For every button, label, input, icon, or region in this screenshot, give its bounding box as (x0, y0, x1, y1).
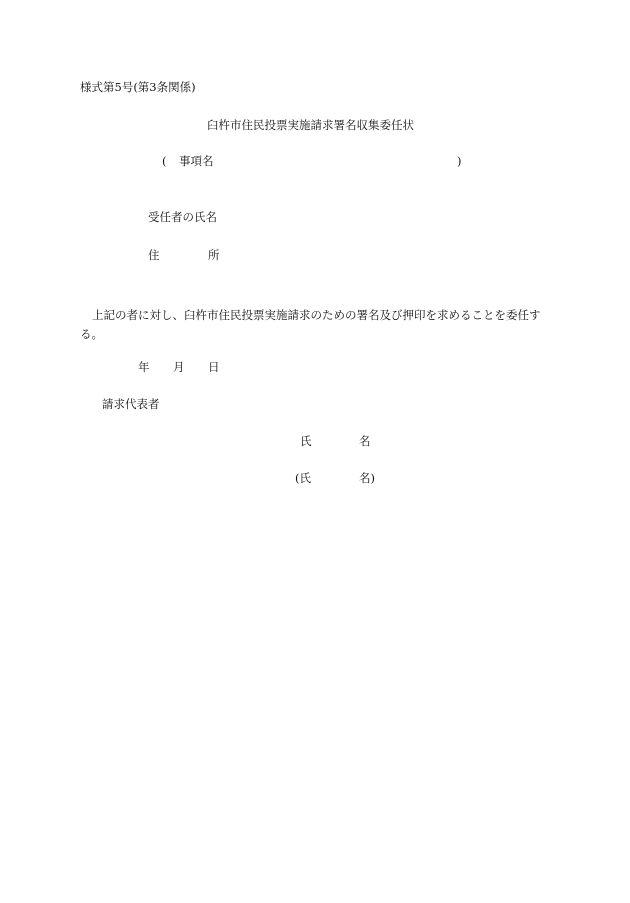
delegate-address-label-second: 所 (208, 248, 220, 262)
date-year: 年 (138, 360, 150, 374)
document-title: 臼杵市住民投票実施請求署名収集委任状 (207, 118, 414, 132)
delegation-statement: 上記の者に対し、臼杵市住民投票実施請求のための署名及び押印を求めることを委任する。 (80, 308, 541, 341)
form-number: 様式第5号(第3条関係) (80, 80, 196, 94)
representative-name-second: 名 (359, 434, 371, 448)
matter-close-paren: ) (457, 154, 462, 168)
delegate-name-label: 受任者の氏名 (148, 210, 217, 224)
date-month: 月 (173, 360, 185, 374)
delegate-address-label-first: 住 (148, 248, 160, 262)
representative-name-paren-first: (氏 (295, 471, 311, 485)
representative-name-paren-second: 名) (359, 471, 375, 485)
matter-open-paren: ( (162, 154, 167, 168)
matter-label: 事項名 (179, 154, 214, 168)
representative-label: 請求代表者 (102, 397, 160, 411)
representative-name-first: 氏 (300, 434, 312, 448)
date-day: 日 (208, 360, 220, 374)
